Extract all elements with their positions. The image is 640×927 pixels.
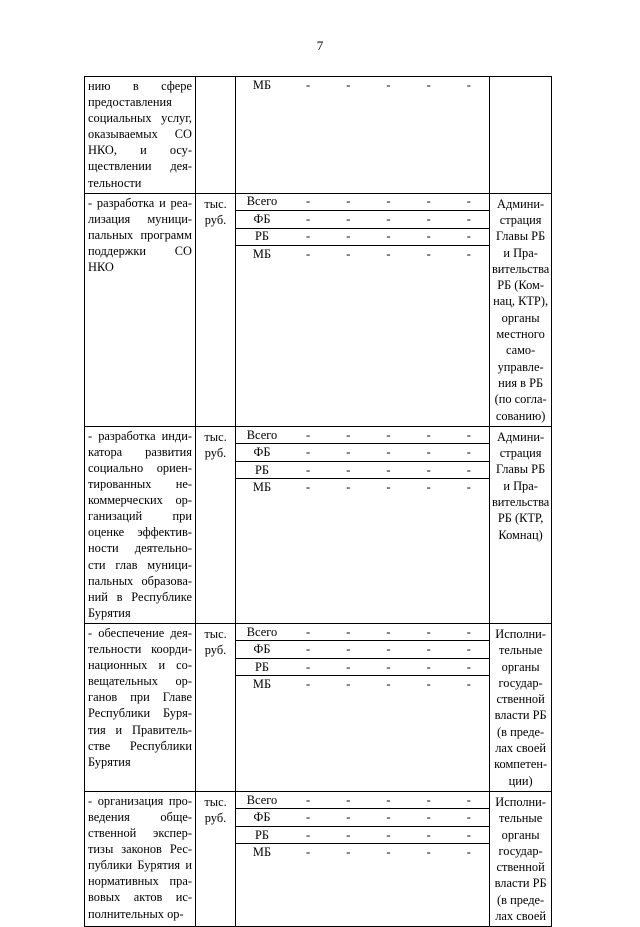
funding-value: - bbox=[306, 659, 311, 674]
funding-value: - bbox=[466, 194, 471, 209]
unit-cell bbox=[196, 77, 236, 194]
funding-value: - bbox=[306, 845, 311, 860]
funding-row bbox=[236, 844, 489, 861]
executor-text: Исполни-тельные органы государ-ственной власти РБ (в преде-лах своей компетен-ции) bbox=[494, 626, 548, 788]
funding-row bbox=[236, 246, 489, 263]
funding-value: - bbox=[466, 677, 471, 692]
funding-value: - bbox=[426, 677, 431, 692]
executor-cell bbox=[489, 791, 551, 926]
funding-value: - bbox=[386, 427, 391, 442]
funding-value: - bbox=[386, 229, 391, 244]
funding-value: - bbox=[386, 77, 391, 92]
funding-value: - bbox=[386, 194, 391, 209]
funding-row bbox=[236, 641, 489, 659]
funding-cell bbox=[236, 426, 490, 623]
funding-value: - bbox=[346, 229, 351, 244]
funding-source: ФБ bbox=[253, 445, 271, 460]
funding-source: РБ bbox=[254, 462, 269, 477]
executor-text: Админи-страция Главы РБ и Пра-вительства РБ (Ком-нац, КТР), органы местного само-управле-ния в РБ (по согла-сованию) bbox=[491, 196, 550, 423]
table-row bbox=[85, 193, 552, 426]
funding-value: - bbox=[346, 246, 351, 261]
funding-value: - bbox=[346, 827, 351, 842]
funding-value: - bbox=[426, 642, 431, 657]
table-row bbox=[85, 426, 552, 623]
funding-value: - bbox=[386, 845, 391, 860]
funding-value: - bbox=[386, 445, 391, 460]
funding-row bbox=[236, 809, 489, 827]
funding-value: - bbox=[386, 642, 391, 657]
funding-value: - bbox=[426, 229, 431, 244]
funding-value: - bbox=[306, 194, 311, 209]
table-row bbox=[85, 623, 552, 791]
funding-cell bbox=[236, 791, 490, 926]
funding-value: - bbox=[346, 659, 351, 674]
funding-value: - bbox=[386, 810, 391, 825]
funding-row bbox=[236, 462, 489, 480]
funding-value: - bbox=[426, 427, 431, 442]
funding-value: - bbox=[346, 845, 351, 860]
funding-value: - bbox=[466, 659, 471, 674]
funding-value: - bbox=[346, 624, 351, 639]
funding-value: - bbox=[346, 480, 351, 495]
funding-value: - bbox=[306, 246, 311, 261]
funding-value: - bbox=[306, 642, 311, 657]
unit-text: тыс. руб. bbox=[204, 196, 227, 227]
unit-text: тыс. руб. bbox=[204, 429, 227, 461]
funding-value: - bbox=[306, 810, 311, 825]
executor-cell bbox=[489, 623, 551, 791]
funding-value: - bbox=[466, 480, 471, 495]
funding-value: - bbox=[346, 642, 351, 657]
funding-value: - bbox=[386, 792, 391, 807]
funding-value: - bbox=[306, 445, 311, 460]
funding-value: - bbox=[306, 77, 311, 92]
funding-value: - bbox=[386, 659, 391, 674]
funding-row bbox=[236, 792, 489, 810]
activity-text: - организация про-ведения обще-ственной экспер-тизы законов Рес-публики Бурятия и нормативных пра-вовых актов ис-полнительных ор- bbox=[88, 793, 192, 921]
funding-value: - bbox=[466, 427, 471, 442]
page-number: 7 bbox=[316, 38, 324, 53]
funding-value: - bbox=[386, 624, 391, 639]
executor-text bbox=[490, 77, 551, 81]
funding-source: МБ bbox=[252, 77, 272, 92]
table-row bbox=[85, 77, 552, 194]
funding-value: - bbox=[466, 642, 471, 657]
funding-value: - bbox=[346, 427, 351, 442]
unit-cell bbox=[196, 791, 236, 926]
funding-source: РБ bbox=[254, 659, 269, 674]
funding-row bbox=[236, 624, 489, 642]
funding-value: - bbox=[426, 462, 431, 477]
activity-cell bbox=[85, 791, 196, 926]
funding-row bbox=[236, 229, 489, 247]
funding-value: - bbox=[386, 480, 391, 495]
funding-source: МБ bbox=[252, 246, 272, 261]
funding-value: - bbox=[346, 462, 351, 477]
executor-cell bbox=[489, 193, 551, 426]
table-row bbox=[85, 791, 552, 926]
funding-value: - bbox=[306, 462, 311, 477]
funding-value: - bbox=[466, 445, 471, 460]
executor-cell bbox=[489, 77, 551, 194]
funding-value: - bbox=[306, 677, 311, 692]
funding-value: - bbox=[426, 246, 431, 261]
funding-source: МБ bbox=[252, 677, 272, 692]
activity-cell bbox=[85, 426, 196, 623]
funding-source: Всего bbox=[246, 792, 278, 807]
funding-cell bbox=[236, 77, 490, 194]
funding-row bbox=[236, 659, 489, 677]
activity-text: - обеспечение дея-тельности коорди-национных и со-вещательных ор-ганов при Главе Республики Буря-тия и Правитель-стве Республики Бурятия bbox=[88, 625, 192, 769]
funding-source: РБ bbox=[254, 229, 269, 244]
unit-cell bbox=[196, 623, 236, 791]
funding-source: Всего bbox=[246, 624, 278, 639]
funding-value: - bbox=[466, 211, 471, 226]
funding-value: - bbox=[426, 624, 431, 639]
funding-value: - bbox=[466, 810, 471, 825]
activity-cell bbox=[85, 193, 196, 426]
funding-source: МБ bbox=[252, 480, 272, 495]
funding-value: - bbox=[466, 229, 471, 244]
funding-source: ФБ bbox=[253, 211, 271, 226]
funding-source: Всего bbox=[246, 194, 278, 209]
executor-text: Админи-страция Главы РБ и Пра-вительства РБ (КТР, Комнац) bbox=[491, 429, 550, 542]
funding-value: - bbox=[346, 810, 351, 825]
funding-source: МБ bbox=[252, 845, 272, 860]
activity-cell bbox=[85, 623, 196, 791]
funding-value: - bbox=[426, 194, 431, 209]
funding-row bbox=[236, 676, 489, 693]
executor-text: Исполни-тельные органы государ-ственной власти РБ (в преде-лах своей bbox=[494, 794, 547, 923]
funding-value: - bbox=[466, 462, 471, 477]
funding-value: - bbox=[426, 445, 431, 460]
unit-text: тыс. руб. bbox=[204, 626, 227, 658]
funding-source: ФБ bbox=[253, 810, 271, 825]
funding-source: ФБ bbox=[253, 642, 271, 657]
funding-cell bbox=[236, 623, 490, 791]
funding-value: - bbox=[426, 77, 431, 92]
funding-value: - bbox=[386, 246, 391, 261]
activity-cell bbox=[85, 77, 196, 194]
funding-value: - bbox=[466, 792, 471, 807]
funding-value: - bbox=[306, 792, 311, 807]
funding-value: - bbox=[346, 445, 351, 460]
unit-text bbox=[196, 77, 235, 79]
funding-row bbox=[236, 479, 489, 496]
unit-text: тыс. руб. bbox=[204, 794, 227, 826]
funding-value: - bbox=[426, 792, 431, 807]
funding-row bbox=[236, 211, 489, 229]
funding-source: РБ bbox=[254, 827, 269, 842]
funding-value: - bbox=[346, 77, 351, 92]
funding-value: - bbox=[306, 211, 311, 226]
activity-text: - разработка инди-катора развития социально ориен-тированных не-коммерческих ор-ганизаций при оценке эффектив-ности деятельно-сти глав муници-пальных образова-ний в Республике Бурятия bbox=[88, 428, 192, 620]
funding-value: - bbox=[426, 659, 431, 674]
funding-value: - bbox=[426, 845, 431, 860]
funding-value: - bbox=[426, 480, 431, 495]
funding-value: - bbox=[386, 211, 391, 226]
funding-value: - bbox=[466, 77, 471, 92]
unit-cell bbox=[196, 193, 236, 426]
funding-value: - bbox=[426, 211, 431, 226]
funding-value: - bbox=[346, 792, 351, 807]
funding-row bbox=[236, 827, 489, 845]
activity-text: - разработка и реа-лизация муници-пальных программ поддержки СО НКО bbox=[88, 195, 192, 275]
funding-value: - bbox=[386, 827, 391, 842]
funding-value: - bbox=[466, 827, 471, 842]
funding-row bbox=[236, 77, 489, 94]
funding-value: - bbox=[426, 827, 431, 842]
unit-cell bbox=[196, 426, 236, 623]
funding-value: - bbox=[306, 624, 311, 639]
funding-cell bbox=[236, 193, 490, 426]
funding-row bbox=[236, 427, 489, 445]
funding-value: - bbox=[346, 677, 351, 692]
executor-cell bbox=[489, 426, 551, 623]
budget-table bbox=[84, 76, 552, 927]
funding-source: Всего bbox=[246, 427, 278, 442]
funding-value: - bbox=[306, 229, 311, 244]
funding-row bbox=[236, 444, 489, 462]
funding-value: - bbox=[466, 246, 471, 261]
funding-value: - bbox=[426, 810, 431, 825]
funding-value: - bbox=[466, 624, 471, 639]
funding-value: - bbox=[386, 677, 391, 692]
funding-value: - bbox=[306, 480, 311, 495]
funding-value: - bbox=[346, 211, 351, 226]
funding-value: - bbox=[306, 427, 311, 442]
activity-text: нию в сфере предоставления социальных услуг, оказываемых СО НКО, и осу-ществлении дея-тельности bbox=[88, 79, 192, 190]
funding-value: - bbox=[346, 194, 351, 209]
funding-row bbox=[236, 194, 489, 212]
funding-value: - bbox=[386, 462, 391, 477]
funding-value: - bbox=[466, 845, 471, 860]
funding-value: - bbox=[306, 827, 311, 842]
